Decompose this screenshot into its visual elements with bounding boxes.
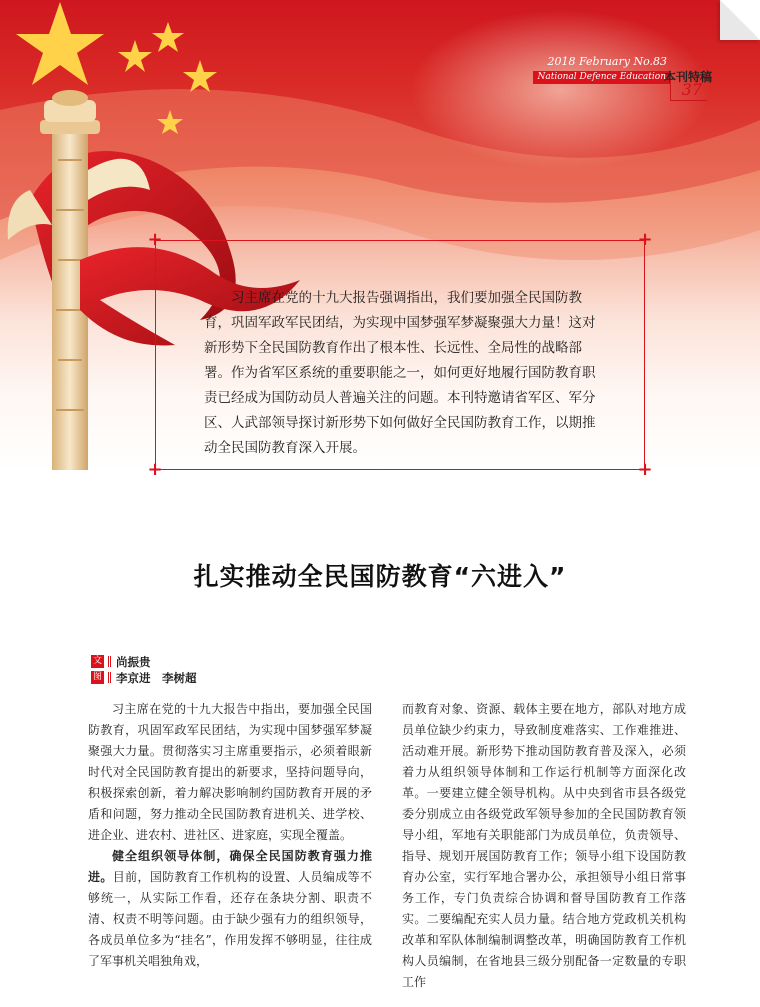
corner-cross-icon: +: [637, 459, 653, 480]
magazine-name-badge: National Defence Education: [533, 71, 670, 84]
byline-author: [91, 655, 151, 668]
page-corner-fold: [720, 0, 760, 40]
section-label: 本刊特稿: [663, 70, 712, 84]
byline-divider: [108, 656, 111, 667]
body-paragraph: [88, 846, 372, 972]
paragraph-body: 目前，国防教育工作机构的设置、人员编成等不够统一，从实际工作看，还存在条块分割、职责不清、权责不明等问题。由于缺少强有力的组织领导，各成员单位多为“挂名”，作用发挥不够明显，往往成了军事机关唱独角戏，: [88, 870, 372, 968]
corner-cross-icon: +: [637, 229, 653, 250]
byline-mark-photo: 图: [92, 672, 102, 682]
corner-cross-icon: +: [147, 229, 163, 250]
byline-photographer: [91, 671, 197, 684]
byline-divider: [108, 672, 111, 683]
article-title: 扎实推动全民国防教育“六进入”: [193, 562, 567, 591]
corner-cross-icon: +: [147, 459, 163, 480]
body-paragraph: 习主席在党的十九大报告中指出，要加强全民国防教育，巩固军政军民团结，为实现中国梦强军梦凝聚强大力量。贯彻落实习主席重要指示，必须着眼新时代对全民国防教育提出的新要求，坚持问题导向，积极探索创新，着力解决影响制约国防教育开展的矛盾和问题，努力推动全民国防教育进机关、进学校、进企业、进农村、进社区、进家庭，实现全覆盖。: [88, 702, 372, 842]
author-name: 尚振贵: [116, 654, 151, 669]
body-paragraph: 而教育对象、资源、载体主要在地方，部队对地方成员单位缺少约束力，导致制度难落实、工作难推进、活动难开展。新形势下推动国防教育普及深入，必须着力从组织领导体制和工作运行机制等方面深化改革。一要建立健全领导机构。从中央到省市县各级党委分别成立由各级党政军领导参加的全民国防教育领导小组，军地有关职能部门为成员单位，负责领导、指导、规划开展国防教育工作；领导小组下设国防教育办公室，实行军地合署办公，承担领导小组日常事务工作，专门负责综合协调和督导国防教育工作落实。二要编配充实人员力量。结合地方党政机关机构改革和军队体制编制调整改革，明确国防教育工作机构人员编制，在省地县三级分别配备一定数量的专职工作: [402, 702, 686, 989]
paragraph-lead: 健全组织领导体制，确保全民国防教育强力推进。: [88, 849, 372, 884]
body-column-right: [402, 699, 686, 993]
intro-paragraph: 习主席在党的十九大报告强调指出，我们要加强全民国防教育，巩固军政军民团结，为实现中国梦强军梦凝聚强大力量！这对新形势下全民国防教育作出了根本性、长远性、全局性的战略部署。作为省军区系统的重要职能之一，如何更好地履行国防教育职责已经成为国防动员人普遍关注的问题。本刊特邀请省军区、军分区、人武部领导探讨新形势下如何做好全民国防教育工作，以期推动全民国防教育深入开展。: [204, 290, 596, 456]
page-number: 37: [681, 80, 702, 99]
issue-date: 2018 February No.83: [547, 55, 667, 68]
photographer-names: 李京进 李树超: [116, 670, 197, 685]
byline-mark-text: 文: [92, 656, 102, 666]
body-column-left: [88, 699, 372, 972]
